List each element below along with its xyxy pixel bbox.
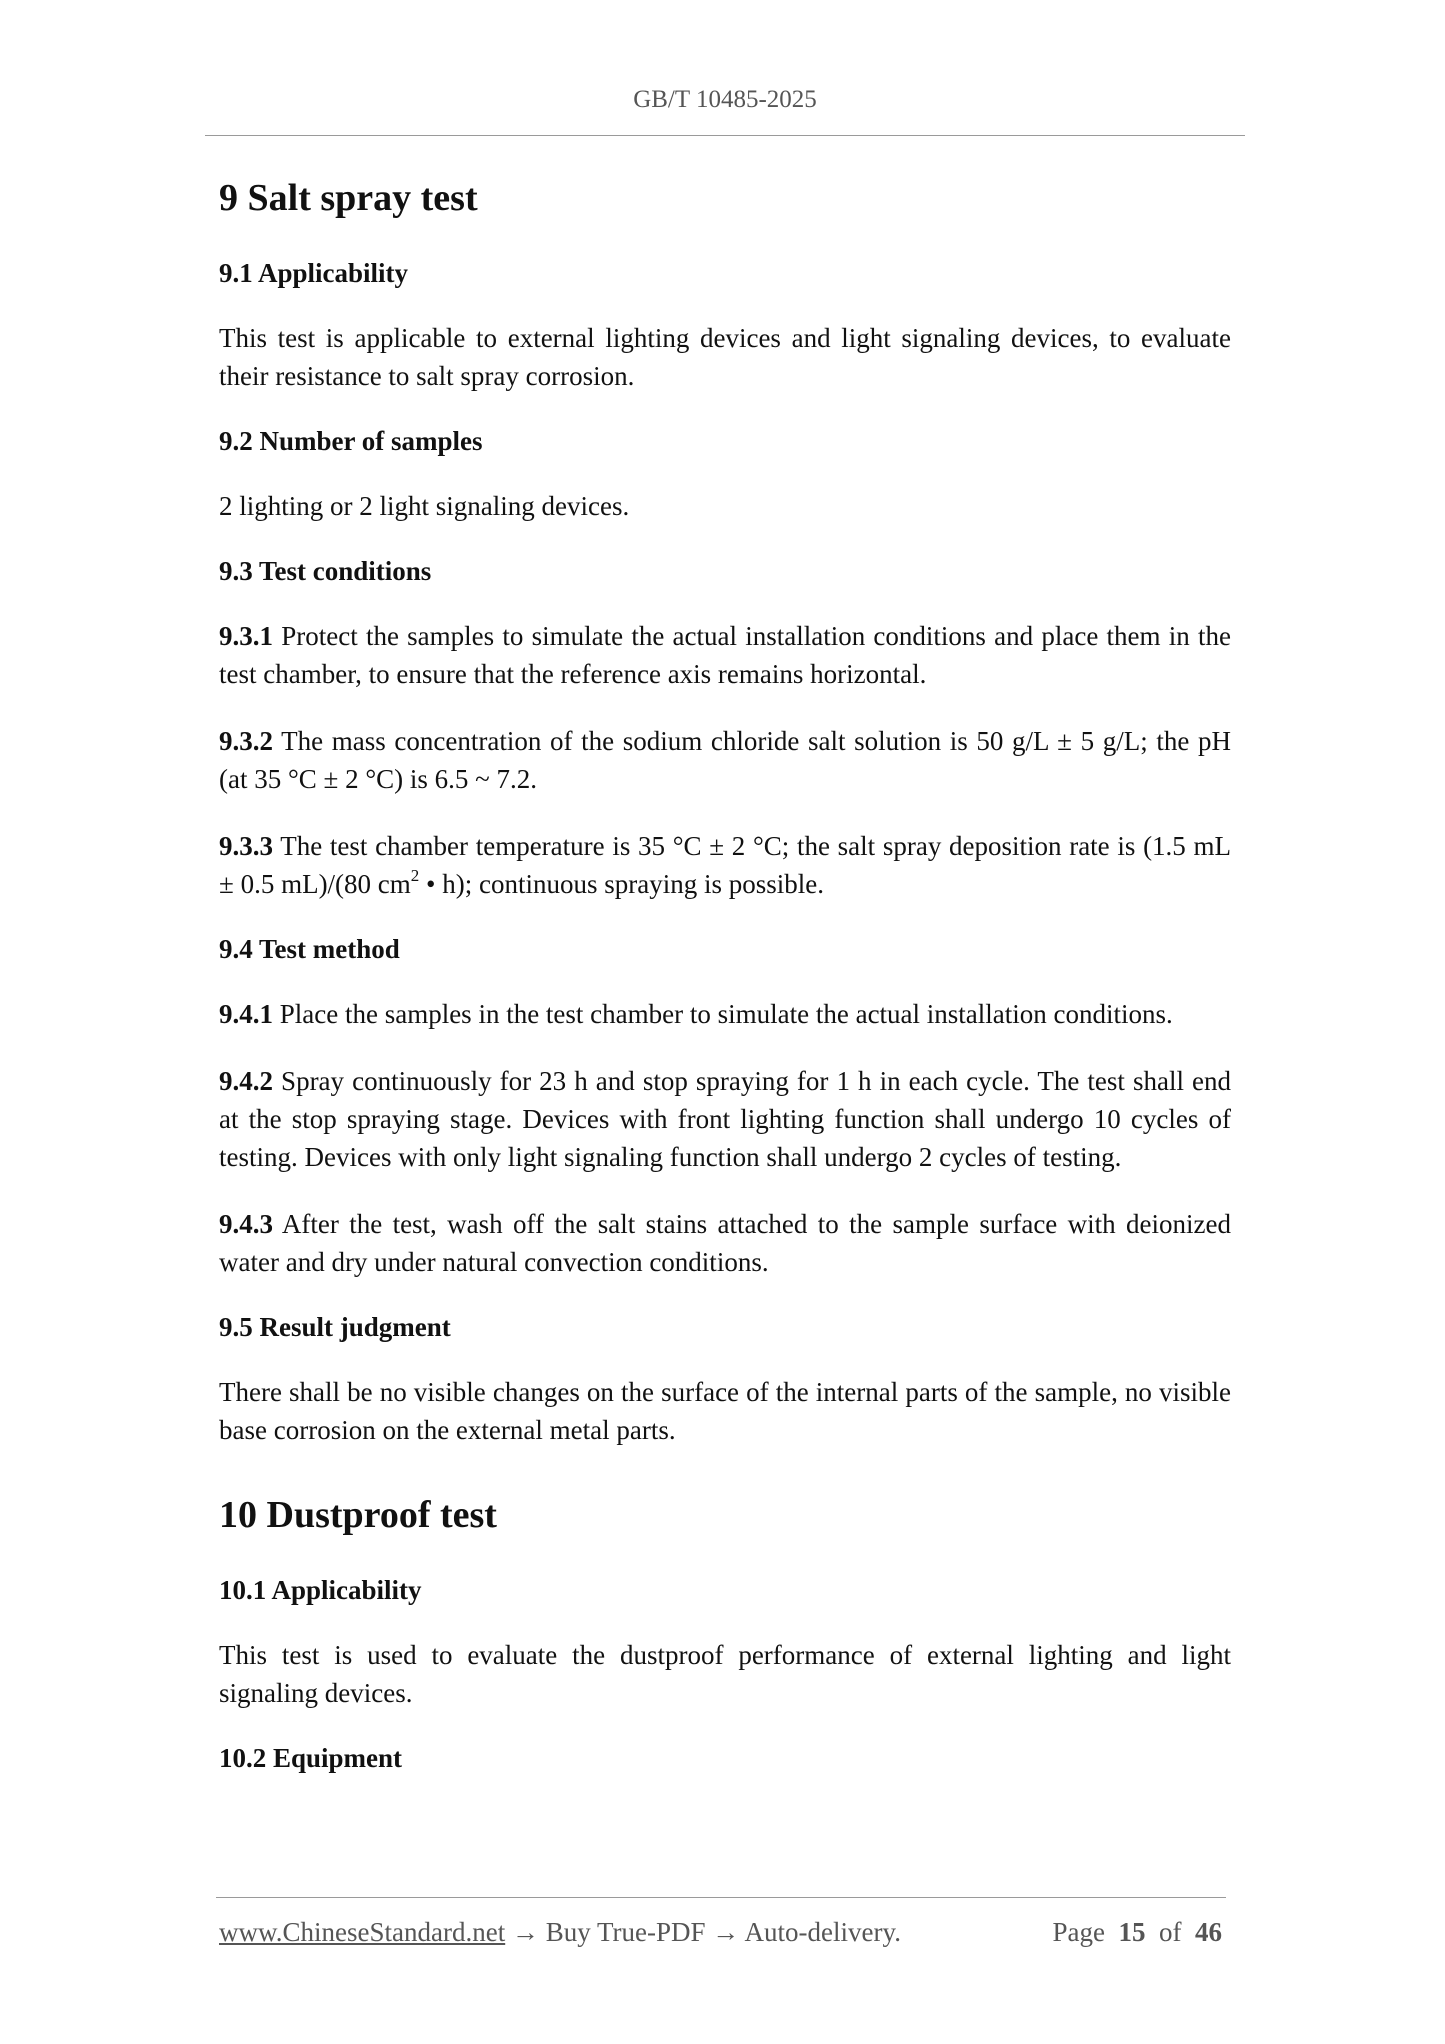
clause-9-3-3-text-b: • h); continuous spraying is possible. xyxy=(419,868,824,899)
delivery-text: Auto-delivery. xyxy=(744,1917,901,1947)
website-link[interactable]: www.ChineseStandard.net xyxy=(219,1917,506,1947)
clause-9-4-2-text: Spray continuously for 23 h and stop spraying for 1 h in each cycle. The test shall end at the stop spraying stage. Devices with front lighting function shall undergo 10 cycles of testing. Devices with only light signaling function shall undergo 2 cycles of testing. xyxy=(219,1065,1231,1172)
clause-10-2-title: 10.2 Equipment xyxy=(219,1742,403,1773)
clause-9-4-1 xyxy=(219,995,1231,1033)
page-number xyxy=(1053,1917,1222,1948)
clause-9-1-title: 9.1 Applicability xyxy=(219,257,409,288)
clause-9-1-text: This test is applicable to external lighting devices and light signaling devices, to evaluate their resistance to salt spray corrosion. xyxy=(219,322,1231,391)
section-9-title: 9 Salt spray test xyxy=(219,177,478,219)
clause-9-4-1-number: 9.4.1 xyxy=(219,998,273,1029)
buy-text: Buy True-PDF xyxy=(545,1917,706,1947)
clause-9-3-2 xyxy=(219,722,1231,798)
clause-9-3-3 xyxy=(219,827,1231,903)
header-divider xyxy=(205,135,1245,136)
page-content xyxy=(219,176,1231,1804)
clause-9-3-title: 9.3 Test conditions xyxy=(219,555,432,586)
section-10-title: 10 Dustproof test xyxy=(219,1494,497,1537)
clause-9-3-3-superscript: 2 xyxy=(410,865,420,885)
clause-9-5-title: 9.5 Result judgment xyxy=(219,1311,451,1342)
clause-9-2-text: 2 lighting or 2 light signaling devices. xyxy=(219,490,630,521)
clause-9-4-3-text: After the test, wash off the salt stains attached to the sample surface with deionized water and dry under natural convection conditions. xyxy=(219,1208,1231,1277)
document-code-header: GB/T 10485-2025 xyxy=(633,86,817,113)
clause-9-4-title: 9.4 Test method xyxy=(219,933,400,964)
current-page: 15 xyxy=(1118,1917,1146,1947)
footer-divider xyxy=(216,1897,1226,1898)
clause-9-3-2-number: 9.3.2 xyxy=(219,725,273,756)
footer-promo xyxy=(219,1917,901,1948)
of-label: of xyxy=(1159,1917,1182,1947)
clause-9-2-title: 9.2 Number of samples xyxy=(219,425,483,456)
clause-9-3-2-text: The mass concentration of the sodium chloride salt solution is 50 g/L ± 5 g/L; the pH (at 35 °C ± 2 °C) is 6.5 ~ 7.2. xyxy=(219,725,1231,794)
clause-9-3-3-number: 9.3.3 xyxy=(219,830,273,861)
clause-9-3-1 xyxy=(219,617,1231,693)
clause-10-1-text: This test is used to evaluate the dustproof performance of external lighting and light signaling devices. xyxy=(219,1639,1231,1708)
page-label: Page xyxy=(1052,1917,1105,1947)
total-pages: 46 xyxy=(1195,1917,1222,1947)
clause-9-4-3 xyxy=(219,1205,1231,1281)
clause-9-3-3-text-a: The test chamber temperature is 35 °C ± 2 °C; the salt spray deposition rate is (1.5 mL ± 0.5 mL)/(80 cm xyxy=(219,830,1231,899)
clause-9-3-1-number: 9.3.1 xyxy=(219,620,273,651)
clause-9-4-2-number: 9.4.2 xyxy=(219,1065,273,1096)
clause-10-1-title: 10.1 Applicability xyxy=(219,1574,422,1605)
arrow-right-icon: → xyxy=(511,1917,539,1947)
clause-9-3-1-text: Protect the samples to simulate the actual installation conditions and place them in the test chamber, to ensure that the reference axis remains horizontal. xyxy=(219,620,1231,689)
arrow-right-icon: → xyxy=(712,1917,740,1947)
clause-9-4-1-text: Place the samples in the test chamber to simulate the actual installation conditions. xyxy=(273,998,1173,1029)
clause-9-5-text: There shall be no visible changes on the surface of the internal parts of the sample, no visible base corrosion on the external metal parts. xyxy=(219,1377,1231,1446)
clause-9-4-3-number: 9.4.3 xyxy=(219,1208,273,1239)
clause-9-4-2 xyxy=(219,1062,1231,1176)
